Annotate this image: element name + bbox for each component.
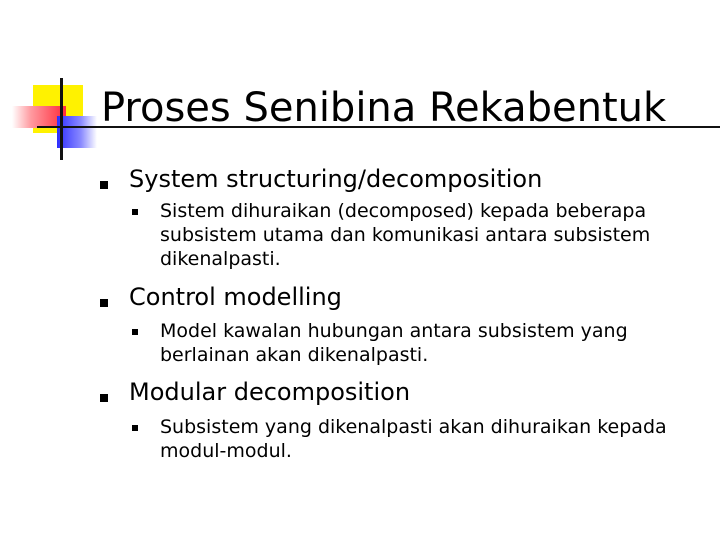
- sub-bullet-marker: [132, 329, 138, 335]
- logo-vertical-line: [60, 78, 63, 160]
- sub-bullet-marker: [132, 425, 138, 431]
- bullet-3-sub-1-text: Subsistem yang dikenalpasti akan dihuraikan kepada modul-modul.: [160, 416, 667, 462]
- sub-bullet-marker: [132, 209, 138, 215]
- bullet-1-sub-1-text: Sistem dihuraikan (decomposed) kepada beberapa subsistem utama dan komunikasi antara subsistem dikenalpasti.: [160, 200, 651, 270]
- bullet-1-text: System structuring/decomposition: [129, 165, 543, 193]
- bullet-2-sub-1-text: Model kawalan hubungan antara subsistem yang berlainan akan dikenalpasti.: [160, 320, 628, 366]
- slide-title: Proses Senibina Rekabentuk: [101, 85, 667, 131]
- bullet-marker: [100, 394, 108, 402]
- bullet-2-text: Control modelling: [129, 283, 342, 311]
- bullet-marker: [100, 181, 108, 189]
- bullet-3-text: Modular decomposition: [129, 378, 411, 406]
- bullet-marker: [100, 299, 108, 307]
- logo-blue-square: [57, 116, 97, 148]
